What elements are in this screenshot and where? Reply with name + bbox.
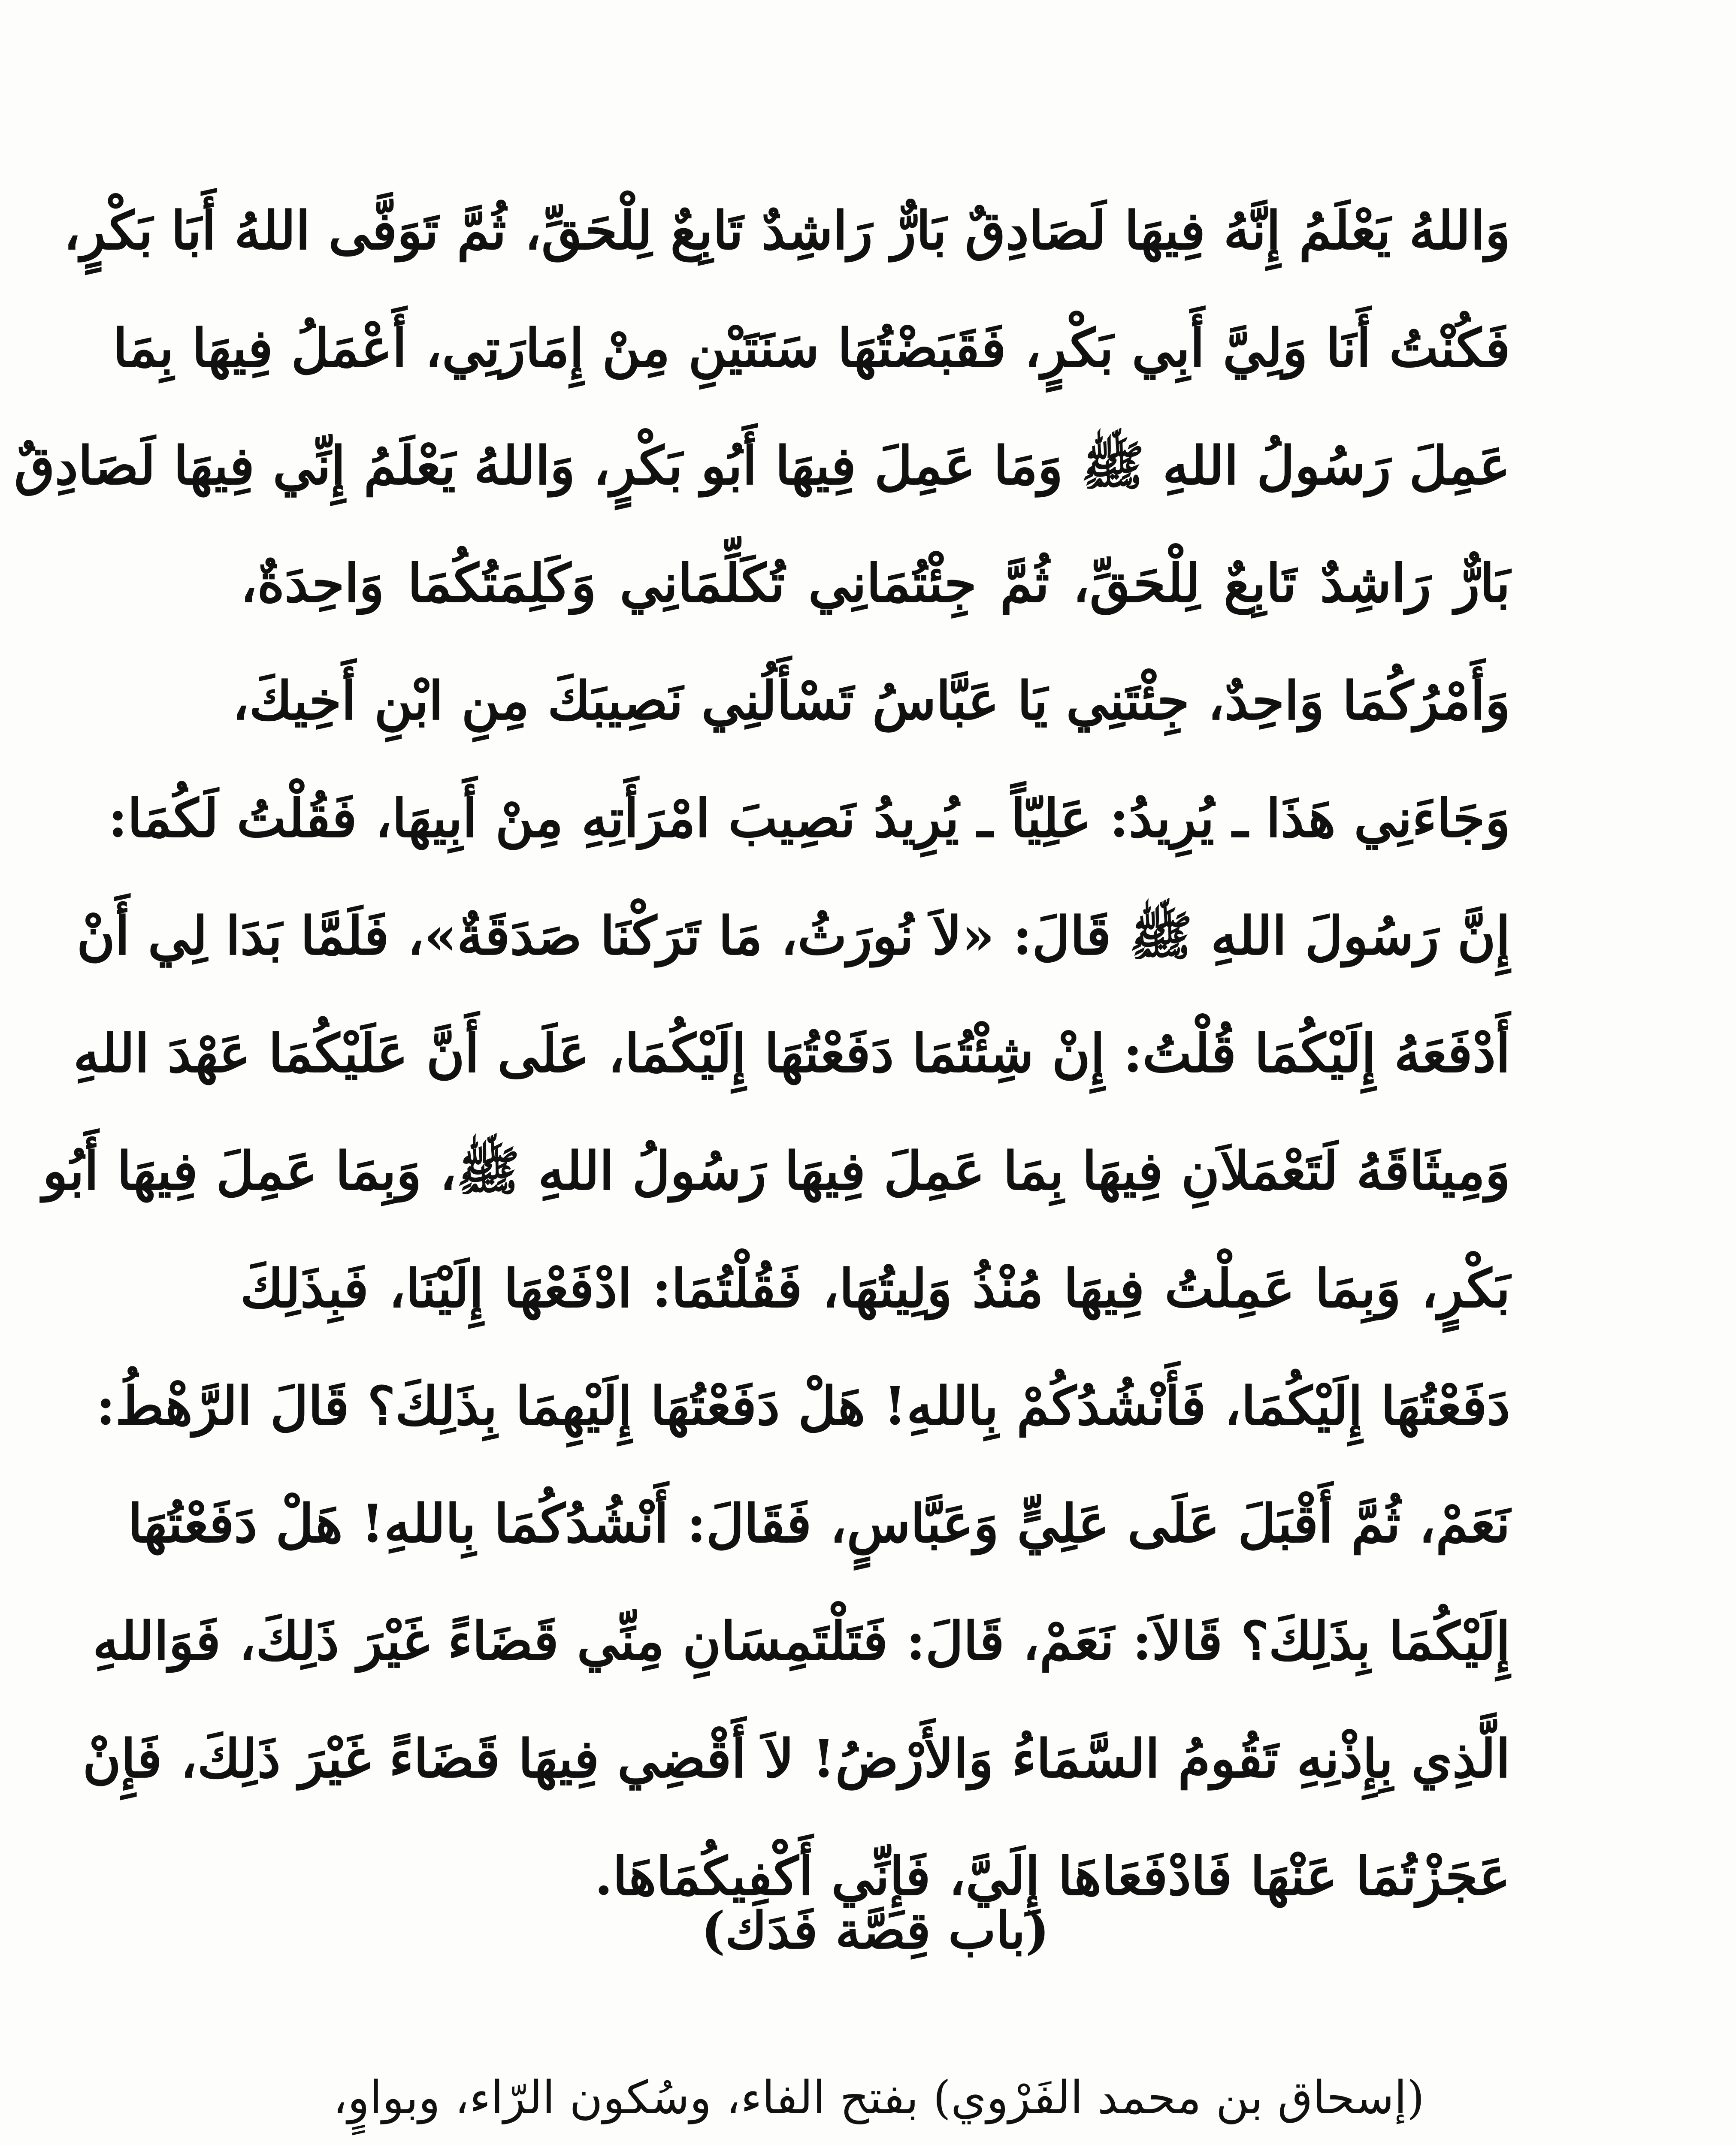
text-line: أَدْفَعَهُ إِلَيْكُمَا قُلْتُ: إِنْ شِئْتُمَا دَفَعْتُهَا إِلَيْكُمَا، عَلَى أَنَّ عَلَيْكُمَا عَهْدَ اللهِ bbox=[73, 1022, 1510, 1084]
text-line: وَأَمْرُكُمَا وَاحِدٌ، جِئْتَنِي يَا عَبَّاسُ تَسْأَلُنِي نَصِيبَكَ مِنِ ابْنِ أَخِيكَ، bbox=[232, 670, 1510, 731]
text-line: الَّذِي بِإِذْنِهِ تَقُومُ السَّمَاءُ وَالأَرْضُ! لاَ أَقْضِي فِيهَا قَضَاءً غَيْرَ ذَلِكَ، فَإِنْ bbox=[82, 1728, 1510, 1789]
section-heading: (باب قِصَّة فَدَك) bbox=[701, 1900, 1049, 1960]
text-line: إِنَّ رَسُولَ اللهِ ﷺ قَالَ: «لاَ نُورَثُ، مَا تَرَكْنَا صَدَقَةٌ»، فَلَمَّا بَدَا لِي أَنْ bbox=[76, 905, 1510, 967]
text-line: بَارٌّ رَاشِدٌ تَابِعٌ لِلْحَقِّ، ثُمَّ جِئْتُمَانِي تُكَلِّمَانِي وَكَلِمَتُكُمَا وَاحِدَةٌ، bbox=[240, 552, 1510, 614]
footnote-line: (إسحاق بن محمد الفَرْوي) بفتح الفاء، وسُكون الرّاء، وبواوٍ، bbox=[333, 2071, 1424, 2124]
text-line: وَمِيثَاقَهُ لَتَعْمَلاَنِ فِيهَا بِمَا عَمِلَ فِيهَا رَسُولُ اللهِ ﷺ، وَبِمَا عَمِلَ فِيهَا أَبُو bbox=[42, 1140, 1510, 1202]
text-line: وَجَاءَنِي هَذَا ـ يُرِيدُ: عَلِيّاً ـ يُرِيدُ نَصِيبَ امْرَأَتِهِ مِنْ أَبِيهَا، فَقُلْتُ لَكُمَا: bbox=[108, 787, 1510, 849]
text-line: بَكْرٍ، وَبِمَا عَمِلْتُ فِيهَا مُنْذُ وَلِيتُهَا، فَقُلْتُمَا: ادْفَعْهَا إِلَيْنَا، فَبِذَلِكَ bbox=[240, 1257, 1510, 1319]
text-line: نَعَمْ، ثُمَّ أَقْبَلَ عَلَى عَلِيٍّ وَعَبَّاسٍ، فَقَالَ: أَنْشُدُكُمَا بِاللهِ! هَلْ دَفَعْتُهَا bbox=[128, 1492, 1510, 1554]
main-text-block bbox=[14, 172, 1510, 1935]
text-line: دَفَعْتُهَا إِلَيْكُمَا، فَأَنْشُدُكُمْ بِاللهِ! هَلْ دَفَعْتُهَا إِلَيْهِمَا بِذَلِكَ؟ قَالَ الرَّهْطُ: bbox=[96, 1375, 1510, 1437]
text-line: فَكُنْتُ أَنَا وَلِيَّ أَبِي بَكْرٍ، فَقَبَضْتُهَا سَنَتَيْنِ مِنْ إِمَارَتِي، أَعْمَلُ فِيهَا بِمَا bbox=[113, 317, 1510, 379]
text-line: عَجَزْتُمَا عَنْهَا فَادْفَعَاهَا إِلَيَّ، فَإِنِّي أَكْفِيكُمَاهَا. bbox=[594, 1845, 1510, 1907]
text-line: إِلَيْكُمَا بِذَلِكَ؟ قَالاَ: نَعَمْ، قَالَ: فَتَلْتَمِسَانِ مِنِّي قَضَاءً غَيْرَ ذَلِكَ، فَوَاللهِ bbox=[93, 1610, 1510, 1672]
text-line: وَاللهُ يَعْلَمُ إِنَّهُ فِيهَا لَصَادِقٌ بَارٌّ رَاشِدٌ تَابِعٌ لِلْحَقِّ، ثُمَّ تَوَفَّى اللهُ أَبَا بَكْرٍ، bbox=[64, 199, 1510, 261]
text-line: عَمِلَ رَسُولُ اللهِ ﷺ وَمَا عَمِلَ فِيهَا أَبُو بَكْرٍ، وَاللهُ يَعْلَمُ إِنِّي فِيهَا لَصَادِقٌ bbox=[14, 435, 1510, 496]
footnotes bbox=[240, 2042, 1510, 2145]
